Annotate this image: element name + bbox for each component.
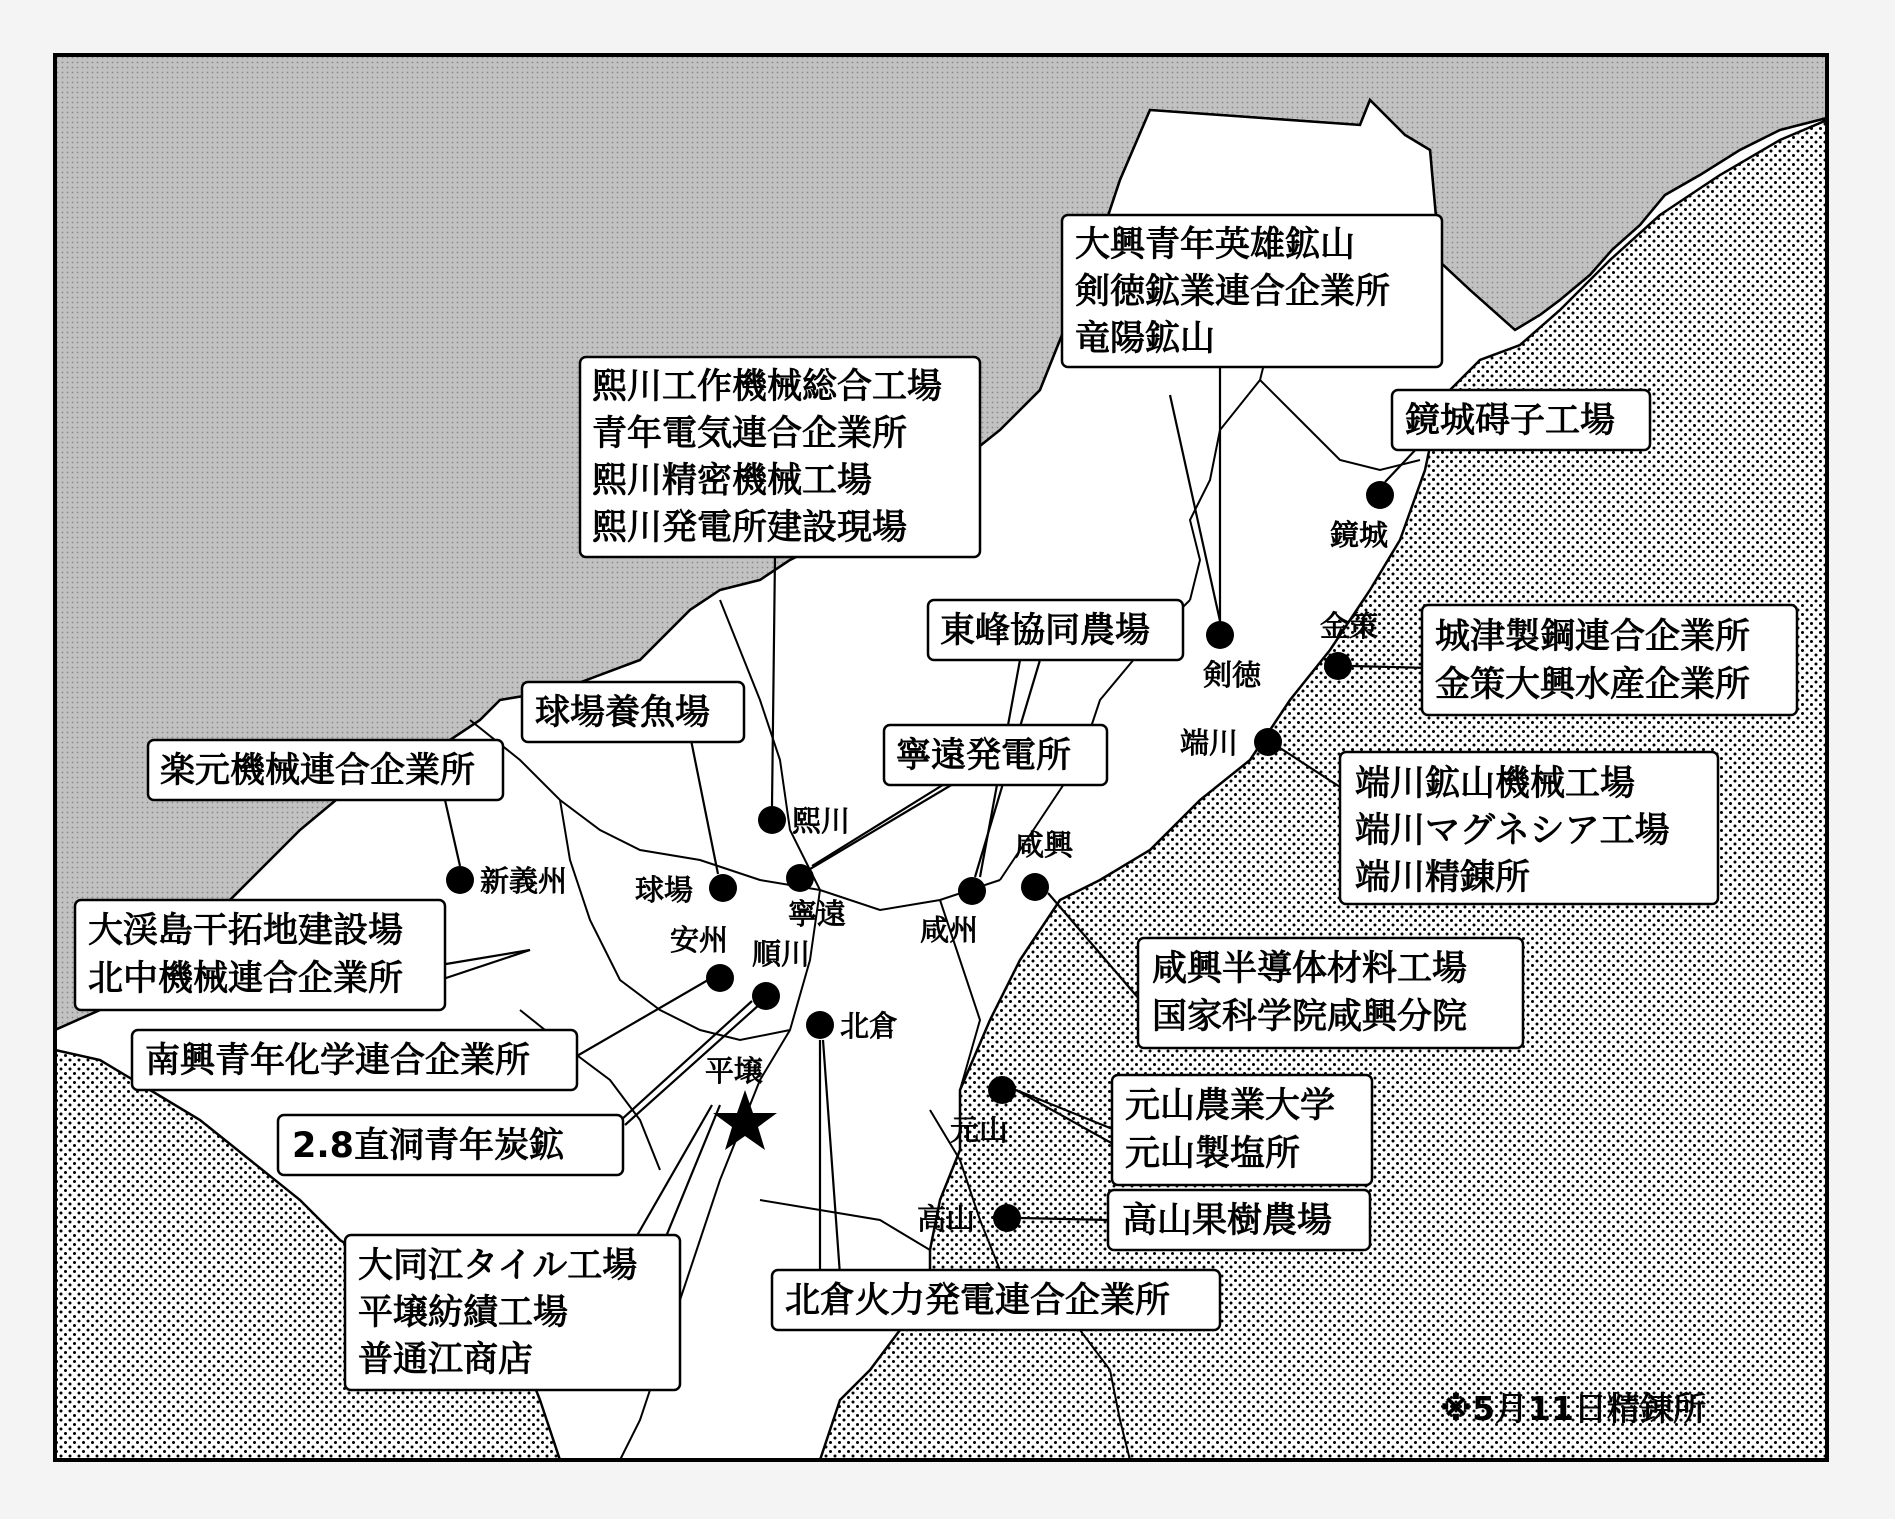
city-dot-anju[interactable] (706, 964, 734, 992)
callout-tanchon-group[interactable] (1340, 752, 1718, 904)
callout-kimchaek-line-0: 城津製鋼連合企業所 (1435, 617, 1751, 657)
callout-komdok-line-1: 剣徳鉱業連合企業所 (1075, 272, 1391, 312)
city-dot-wonsan[interactable] (988, 1076, 1016, 1104)
callout-komdok-line-2: 竜陽鉱山 (1075, 319, 1216, 359)
callout-huichon-line-1: 青年電気連合企業所 (592, 414, 908, 454)
city-dot-kimchaek[interactable] (1324, 652, 1352, 680)
callout-hamhung-line-0: 咸興半導体材料工場 (1152, 949, 1468, 989)
city-dot-sinuiju[interactable] (446, 866, 474, 894)
callout-wonsan-line-1: 元山製塩所 (1125, 1134, 1301, 1174)
callout-tongbong-line-0: 東峰協同農場 (940, 611, 1151, 651)
city-label-tanchon: 端川 (1180, 726, 1239, 760)
callout-taegye-line-0: 大渓島干拓地建設場 (88, 911, 404, 951)
callout-pukchang-power[interactable] (772, 1270, 1220, 1330)
callout-namhung[interactable] (132, 1030, 577, 1090)
city-label-kimchaek: 金策 (1320, 609, 1379, 643)
city-dot-sunchon[interactable] (752, 982, 780, 1010)
callout-jikdong-line-0: 2.8直洞青年炭鉱 (292, 1126, 565, 1166)
callout-huichon-line-2: 熙川精密機械工場 (592, 461, 873, 501)
city-dot-pukchang[interactable] (806, 1011, 834, 1039)
callout-nyongwon-power[interactable] (884, 725, 1107, 785)
callout-pyongyang-line-2: 普通江商店 (358, 1340, 534, 1380)
callout-huichon-line-3: 熙川発電所建設現場 (592, 508, 908, 548)
city-dot-tanchon[interactable] (1254, 728, 1282, 756)
map-note: ※5月11日精錬所 (1440, 1389, 1706, 1428)
callout-tanchon-line-2: 端川精錬所 (1355, 858, 1531, 898)
callout-pukchang-power-line-0: 北倉火力発電連合企業所 (785, 1281, 1171, 1321)
callout-hamhung-line-1: 国家科学院咸興分院 (1152, 997, 1468, 1037)
city-label-nyongwon: 寧遠 (788, 897, 847, 931)
city-label-kyongsong: 鏡城 (1330, 518, 1389, 552)
city-dot-hamhung[interactable] (1021, 873, 1049, 901)
callout-pyongyang-group[interactable] (345, 1235, 680, 1390)
callout-kujang-fish[interactable] (522, 682, 744, 742)
callout-tanchon-line-1: 端川マグネシア工場 (1355, 811, 1670, 851)
callout-kimchaek-line-1: 金策大興水産企業所 (1435, 665, 1751, 705)
callout-komdok-group[interactable] (1062, 215, 1442, 367)
callout-hamhung-group[interactable] (1138, 938, 1523, 1048)
city-label-sunchon: 順川 (752, 937, 811, 971)
city-label-hamhung: 咸興 (1015, 828, 1074, 862)
callout-kujang-fish-line-0: 球場養魚場 (535, 693, 711, 733)
city-dot-kujang[interactable] (709, 874, 737, 902)
city-label-pukchang: 北倉 (840, 1009, 899, 1043)
callout-namhung-line-0: 南興青年化学連合企業所 (145, 1041, 531, 1081)
callout-wonsan-group[interactable] (1112, 1075, 1372, 1185)
callout-tanchon-line-0: 端川鉱山機械工場 (1355, 764, 1636, 804)
callout-komdok-line-0: 大興青年英雄鉱山 (1075, 225, 1356, 265)
city-label-kosan: 高山 (917, 1202, 976, 1236)
callout-kosan-fruit-line-0: 高山果樹農場 (1122, 1201, 1333, 1241)
city-label-komdok: 剣徳 (1203, 658, 1262, 692)
callout-wonsan-line-0: 元山農業大学 (1125, 1086, 1336, 1126)
callout-taegye-line-1: 北中機械連合企業所 (88, 959, 404, 999)
city-label-hamju: 咸州 (920, 913, 979, 947)
callout-pyongyang-line-0: 大同江タイル工場 (358, 1246, 638, 1286)
city-label-sinuiju: 新義州 (480, 864, 568, 898)
city-label-huichon: 熙川 (792, 804, 851, 838)
city-dot-kyongsong[interactable] (1366, 481, 1394, 509)
city-label-pyongyang: 平壌 (705, 1054, 764, 1088)
callout-kyongsong-tile[interactable] (1392, 390, 1650, 450)
callout-nyongwon-power-line-0: 寧遠発電所 (896, 736, 1072, 776)
callout-kimchaek-group[interactable] (1422, 605, 1797, 715)
city-label-anju: 安州 (670, 923, 729, 957)
city-dot-hamju[interactable] (958, 877, 986, 905)
callout-tongbong[interactable] (928, 600, 1183, 660)
callout-huichon-line-0: 熙川工作機械総合工場 (592, 367, 943, 407)
callout-nakwon[interactable] (148, 740, 503, 800)
callout-pyongyang-line-1: 平壌紡績工場 (358, 1293, 569, 1333)
callout-nakwon-line-0: 楽元機械連合企業所 (160, 751, 476, 791)
callout-kyongsong-tile-line-0: 鏡城碍子工場 (1405, 401, 1616, 441)
city-dot-kosan[interactable] (993, 1204, 1021, 1232)
callout-jikdong[interactable] (278, 1115, 623, 1175)
city-label-wonsan: 元山 (950, 1113, 1009, 1147)
city-dot-komdok[interactable] (1206, 621, 1234, 649)
callout-taegye[interactable] (75, 900, 445, 1010)
city-dot-huichon[interactable] (758, 806, 786, 834)
callout-kosan-fruit[interactable] (1108, 1190, 1370, 1250)
city-label-kujang: 球場 (635, 873, 694, 907)
callout-huichon-group[interactable] (580, 357, 980, 557)
